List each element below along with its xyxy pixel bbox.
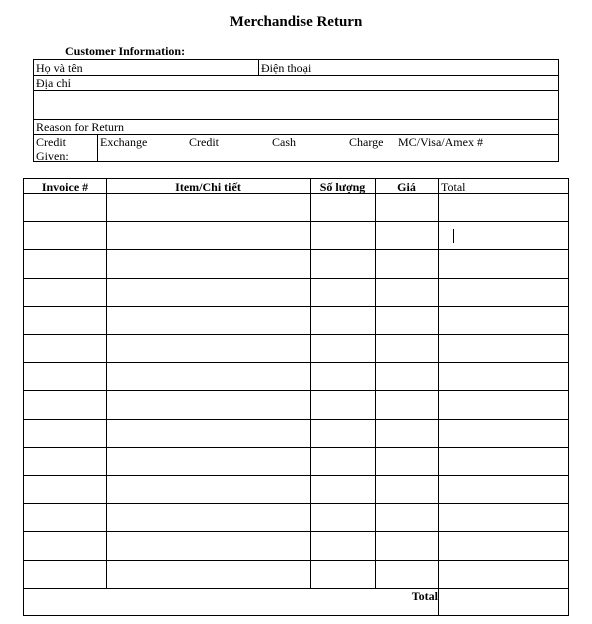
customer-info-box xyxy=(33,59,559,162)
table-col-divider xyxy=(375,179,376,588)
table-row-divider xyxy=(24,390,568,391)
text-cursor xyxy=(453,229,454,243)
table-row-divider xyxy=(24,362,568,363)
option-cash[interactable]: Cash xyxy=(272,135,296,149)
credit-given-label: Given: xyxy=(36,149,69,163)
table-row-divider xyxy=(24,306,568,307)
phone-field[interactable]: Điện thoại xyxy=(261,61,312,75)
customer-col-divider xyxy=(258,60,259,75)
table-col-divider xyxy=(438,179,439,616)
header-item: Item/Chi tiết xyxy=(175,180,241,194)
customer-row-divider xyxy=(34,75,558,76)
header-price: Giá xyxy=(397,180,416,194)
customer-info-label: Customer Information: xyxy=(65,44,186,58)
table-row-divider xyxy=(24,278,568,279)
table-col-divider xyxy=(310,179,311,588)
customer-col-divider xyxy=(97,134,98,162)
table-row-divider xyxy=(24,193,568,194)
customer-row-divider xyxy=(34,90,558,91)
header-invoice: Invoice # xyxy=(41,180,89,194)
form-title: Merchandise Return xyxy=(229,14,363,30)
table-row-divider xyxy=(24,419,568,420)
option-charge[interactable]: Charge xyxy=(349,135,384,149)
table-row-divider xyxy=(24,334,568,335)
name-field[interactable]: Họ và tên xyxy=(36,61,83,75)
header-quantity: Số lượng xyxy=(319,180,366,194)
table-row-divider xyxy=(24,221,568,222)
credit-given-label: Credit xyxy=(36,135,66,149)
table-row-divider xyxy=(24,475,568,476)
footer-total-label: Total xyxy=(411,589,438,603)
table-row-divider xyxy=(24,531,568,532)
header-total: Total xyxy=(441,180,466,194)
table-row-divider xyxy=(24,447,568,448)
address-field[interactable]: Địa chỉ xyxy=(36,76,71,90)
table-row-divider xyxy=(24,249,568,250)
option-credit[interactable]: Credit xyxy=(189,135,219,149)
table-row-divider xyxy=(24,588,568,589)
reason-field[interactable]: Reason for Return xyxy=(36,120,124,134)
table-col-divider xyxy=(106,179,107,588)
option-exchange[interactable]: Exchange xyxy=(100,135,148,149)
option-card[interactable]: MC/Visa/Amex # xyxy=(398,135,483,149)
items-table xyxy=(23,178,569,616)
table-row-divider xyxy=(24,503,568,504)
table-row-divider xyxy=(24,560,568,561)
